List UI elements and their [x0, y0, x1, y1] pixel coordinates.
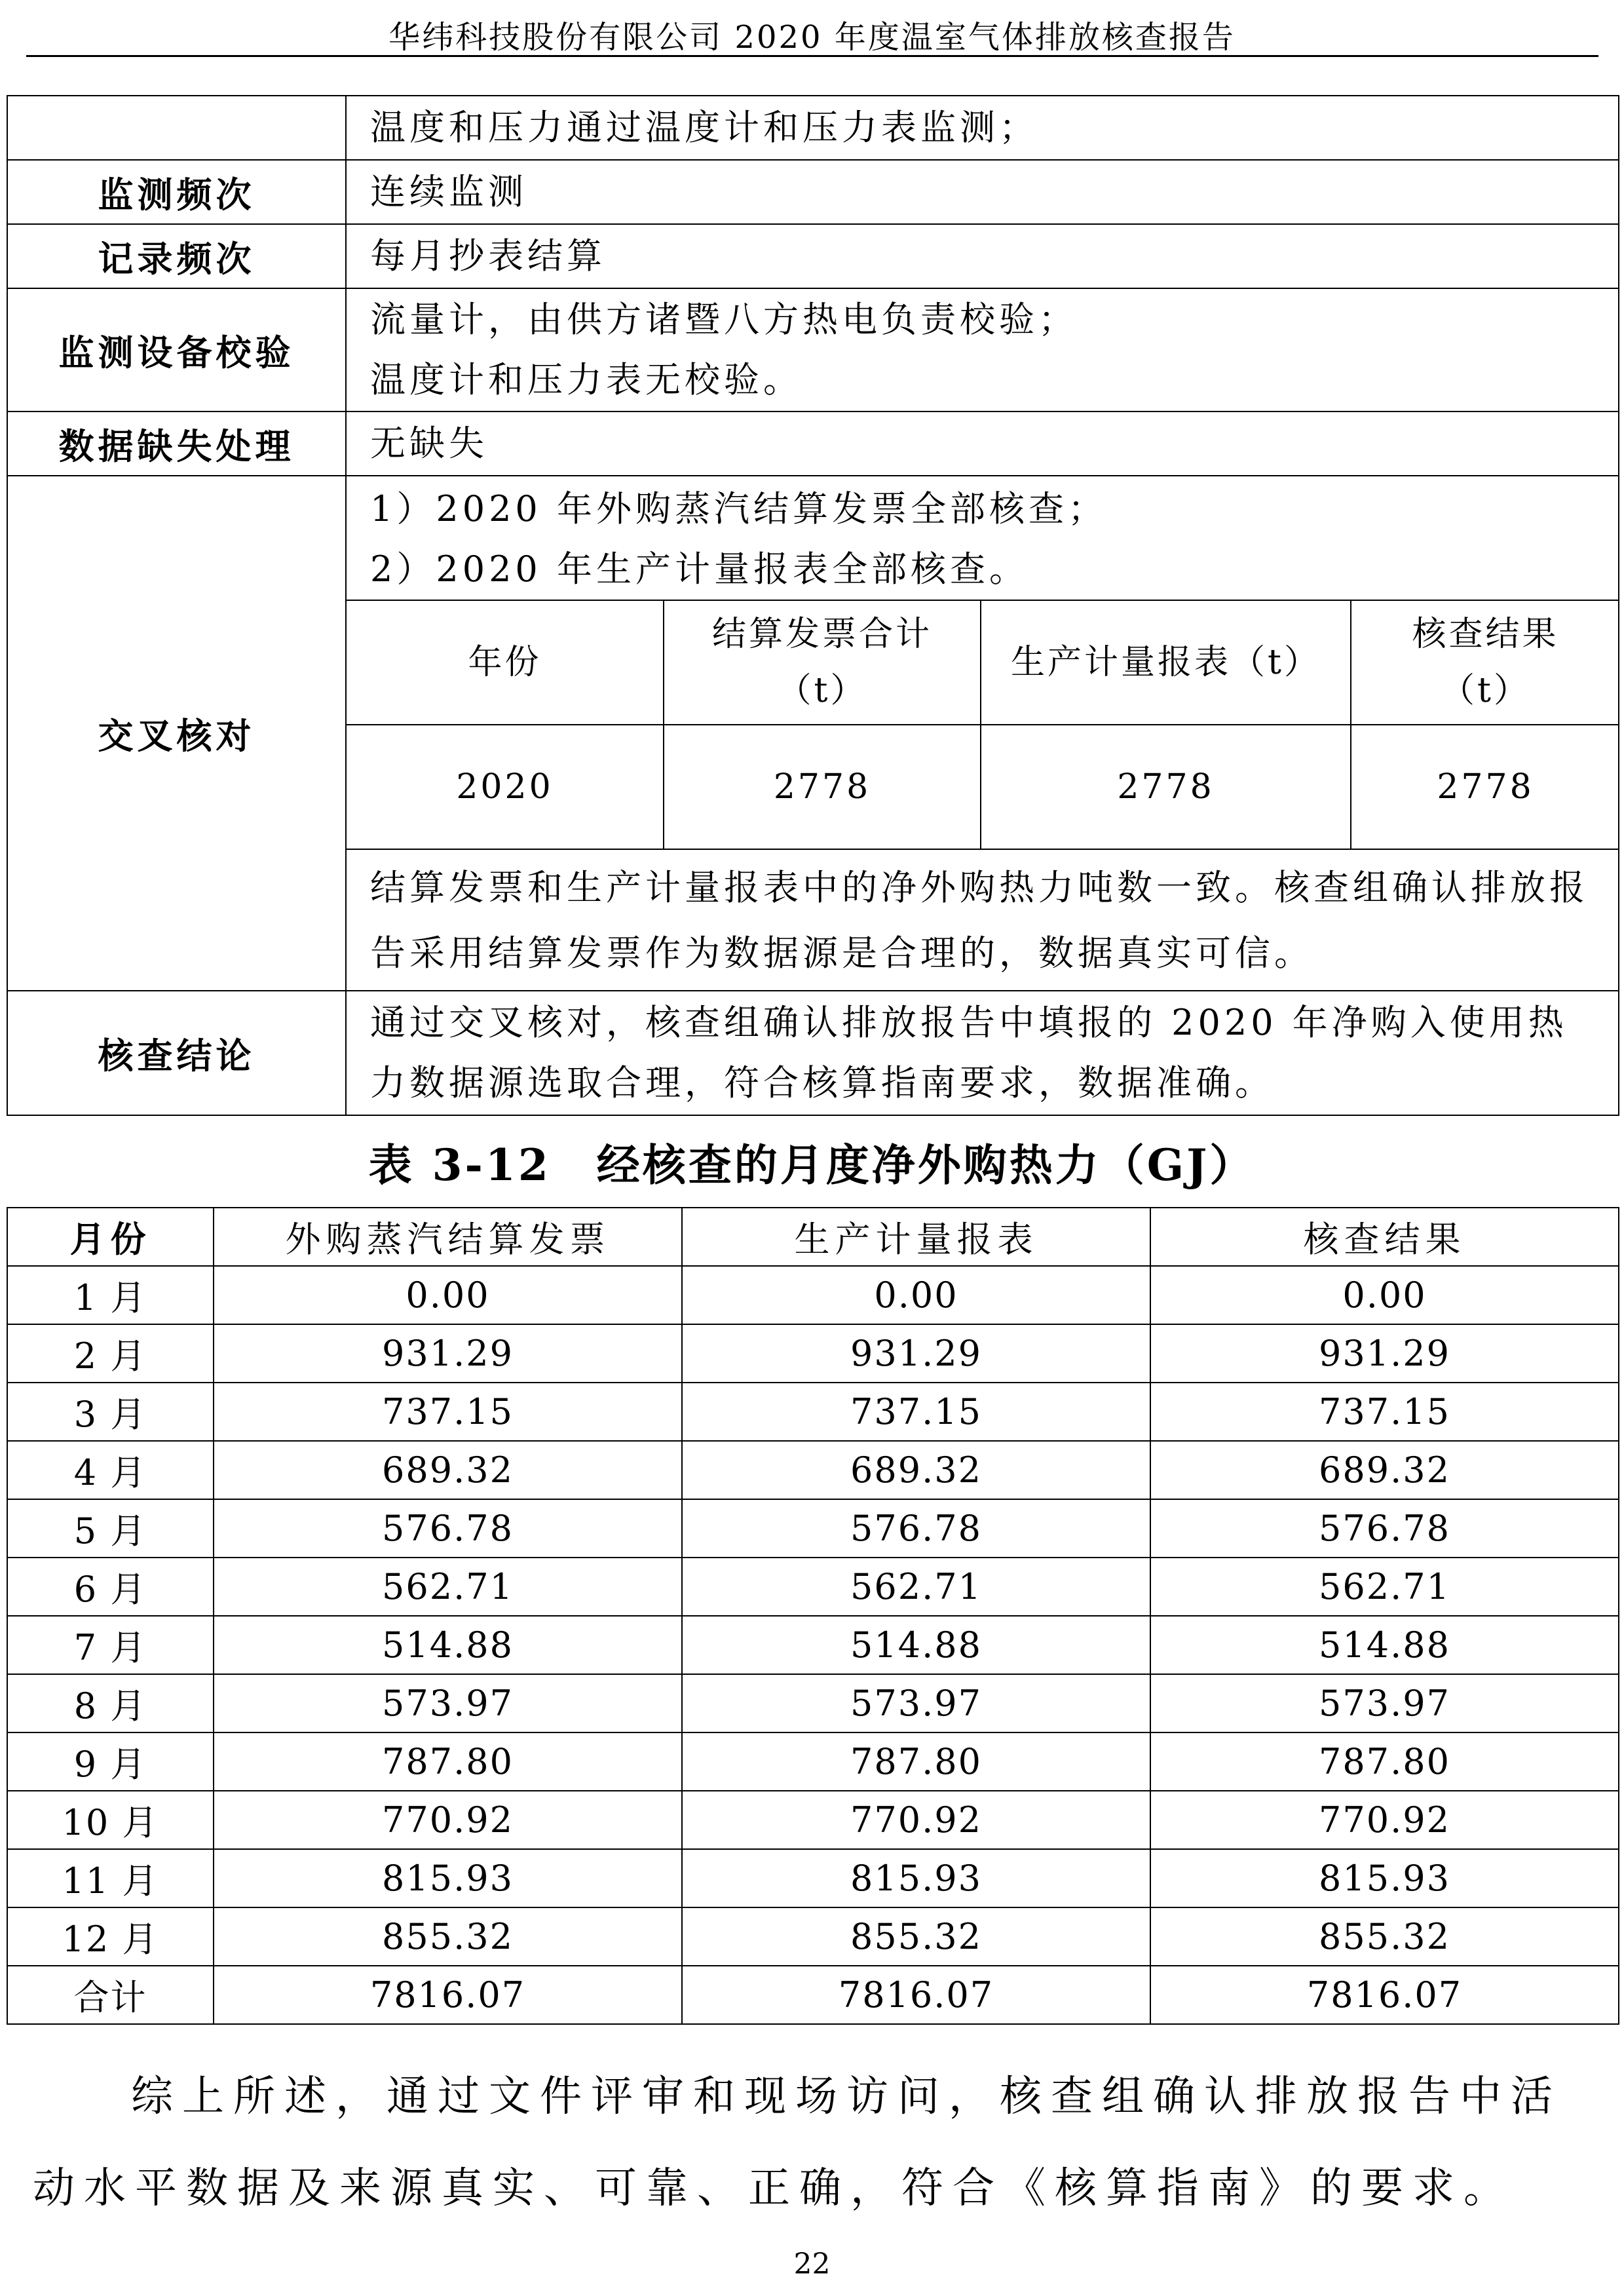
cell-result: 931.29: [1150, 1324, 1619, 1383]
cell-report: 573.97: [682, 1674, 1150, 1732]
row-value-line: 温度计和压力表无校验。: [370, 359, 803, 400]
cell-report: 0.00: [682, 1266, 1150, 1324]
inner-head-result: [1351, 600, 1619, 725]
cell-month: 8 月: [7, 1674, 214, 1732]
row-value: 每月抄表结算: [346, 224, 1619, 288]
col-header-month: 月份: [7, 1208, 214, 1266]
cross-check-intro: [347, 476, 1618, 600]
table-row: [7, 1266, 1619, 1324]
inner-cell-report: 2778: [981, 725, 1351, 849]
cell-month: 9 月: [7, 1732, 214, 1791]
cell-invoice: 562.71: [214, 1558, 682, 1616]
cell-invoice: 931.29: [214, 1324, 682, 1383]
cell-month: 7 月: [7, 1616, 214, 1674]
cell-month: 10 月: [7, 1791, 214, 1849]
table-row: [7, 1499, 1619, 1558]
col-header-report: 生产计量报表: [682, 1208, 1150, 1266]
cell-report: 770.92: [682, 1791, 1150, 1849]
row-value: 无缺失: [346, 411, 1619, 476]
inner-head-result-l1: 核查结果: [1412, 615, 1559, 654]
cell-invoice: 514.88: [214, 1616, 682, 1674]
table-caption: 表 3-12 经核查的月度净外购热力（GJ）: [368, 1139, 1256, 1191]
cell-month: 4 月: [7, 1441, 214, 1499]
cell-result: 737.15: [1150, 1383, 1619, 1441]
inner-head-report: 生产计量报表（t）: [981, 600, 1351, 725]
cell-result: 573.97: [1150, 1674, 1619, 1732]
row-value: 连续监测: [346, 160, 1619, 224]
table-row: [7, 411, 1619, 476]
cell-invoice: 737.15: [214, 1383, 682, 1441]
header-rule: [26, 55, 1598, 57]
cell-result: 855.32: [1150, 1907, 1619, 1966]
cell-result: 787.80: [1150, 1732, 1619, 1791]
monthly-heat-table: [7, 1207, 1619, 2025]
cell-month: 5 月: [7, 1499, 214, 1558]
cell-result: 576.78: [1150, 1499, 1619, 1558]
cell-invoice: 7816.07: [214, 1966, 682, 2024]
cell-invoice: 0.00: [214, 1266, 682, 1324]
row-label: 监测设备校验: [7, 288, 346, 411]
cell-invoice: 815.93: [214, 1849, 682, 1907]
inner-head-invoice: [664, 600, 981, 725]
inner-cell-year: 2020: [347, 725, 664, 849]
page-number: 22: [793, 2248, 831, 2281]
table-row: [7, 1558, 1619, 1616]
inner-head-invoice-l2: （t）: [777, 671, 867, 710]
cross-check-table: [347, 600, 1619, 850]
row-label-empty: [7, 96, 346, 160]
cell-month: 合计: [7, 1966, 214, 2024]
table-row: [7, 1849, 1619, 1907]
cell-month: 6 月: [7, 1558, 214, 1616]
cell-result: 514.88: [1150, 1616, 1619, 1674]
cell-result: 770.92: [1150, 1791, 1619, 1849]
cell-report: 562.71: [682, 1558, 1150, 1616]
conclusion-label: 核查结论: [7, 991, 346, 1115]
row-label: 记录频次: [7, 224, 346, 288]
summary-line-2: 动水平数据及来源真实、可靠、正确，符合《核算指南》的要求。: [33, 2164, 1515, 2213]
monthly-body: [7, 1266, 1619, 2024]
intro-line: 1）2020 年外购蒸汽结算发票全部核查；: [370, 488, 1107, 529]
table-row: [7, 1966, 1619, 2024]
table-row-cross-check: [7, 476, 1619, 991]
verification-table: [7, 95, 1619, 1116]
inner-cell-invoice: 2778: [664, 725, 981, 849]
table-row: [7, 1674, 1619, 1732]
row-label: 数据缺失处理: [7, 411, 346, 476]
table-row: [7, 1791, 1619, 1849]
col-header-result: 核查结果: [1150, 1208, 1619, 1266]
cell-month: 2 月: [7, 1324, 214, 1383]
intro-line: 2）2020 年生产计量报表全部核查。: [370, 548, 1029, 590]
table-row: [7, 1441, 1619, 1499]
summary-line-1: 综上所述，通过文件评审和现场访问，核查组确认排放报告中活: [131, 2073, 1562, 2121]
row-value: [346, 288, 1619, 411]
cell-month: 3 月: [7, 1383, 214, 1441]
table-row: [7, 1324, 1619, 1383]
table-row: [7, 224, 1619, 288]
cross-check-note: 结算发票和生产计量报表中的净外购热力吨数一致。核查组确认排放报告采用结算发票作为数据源是合理的，数据真实可信。: [370, 867, 1589, 974]
cell-invoice: 573.97: [214, 1674, 682, 1732]
inner-header-row: [347, 600, 1619, 725]
table-row: [7, 160, 1619, 224]
inner-head-year: 年份: [347, 600, 664, 725]
cross-check-content: [346, 476, 1619, 991]
cell-report: 689.32: [682, 1441, 1150, 1499]
page-header: 华纬科技股份有限公司 2020 年度温室气体排放核查报告: [388, 19, 1236, 56]
cell-report: 815.93: [682, 1849, 1150, 1907]
table-row: [7, 1907, 1619, 1966]
row-value-line: 流量计，由供方诸暨八方热电负责校验；: [370, 299, 1078, 340]
table-row: [7, 1383, 1619, 1441]
cell-invoice: 576.78: [214, 1499, 682, 1558]
cell-result: 0.00: [1150, 1266, 1619, 1324]
cell-month: 11 月: [7, 1849, 214, 1907]
cell-result: 562.71: [1150, 1558, 1619, 1616]
cell-invoice: 689.32: [214, 1441, 682, 1499]
conclusion-text: 通过交叉核对，核查组确认排放报告中填报的 2020 年净购入使用热力数据源选取合理，符合核算指南要求，数据准确。: [346, 991, 1619, 1115]
inner-head-result-l2: （t）: [1441, 671, 1530, 710]
cell-invoice: 855.32: [214, 1907, 682, 1966]
inner-head-invoice-l1: 结算发票合计: [711, 615, 932, 654]
cell-report: 576.78: [682, 1499, 1150, 1558]
table-row: [7, 288, 1619, 411]
cell-report: 7816.07: [682, 1966, 1150, 2024]
col-header-invoice: 外购蒸汽结算发票: [214, 1208, 682, 1266]
measurement-method-cont: 温度和压力通过温度计和压力表监测；: [346, 96, 1619, 160]
cell-report: 514.88: [682, 1616, 1150, 1674]
row-label: 监测频次: [7, 160, 346, 224]
cell-month: 12 月: [7, 1907, 214, 1966]
cell-report: 931.29: [682, 1324, 1150, 1383]
table-row: [7, 96, 1619, 160]
cross-check-label: 交叉核对: [7, 476, 346, 991]
inner-data-row: [347, 725, 1619, 849]
table-row: [7, 1732, 1619, 1791]
cell-report: 855.32: [682, 1907, 1150, 1966]
cell-report: 737.15: [682, 1383, 1150, 1441]
cell-invoice: 787.80: [214, 1732, 682, 1791]
cell-result: 815.93: [1150, 1849, 1619, 1907]
cell-month: 1 月: [7, 1266, 214, 1324]
monthly-header-row: [7, 1208, 1619, 1266]
cell-invoice: 770.92: [214, 1791, 682, 1849]
cell-result: 689.32: [1150, 1441, 1619, 1499]
table-row-conclusion: [7, 991, 1619, 1115]
table-row: [7, 1616, 1619, 1674]
cell-result: 7816.07: [1150, 1966, 1619, 2024]
inner-cell-result: 2778: [1351, 725, 1619, 849]
cell-report: 787.80: [682, 1732, 1150, 1791]
